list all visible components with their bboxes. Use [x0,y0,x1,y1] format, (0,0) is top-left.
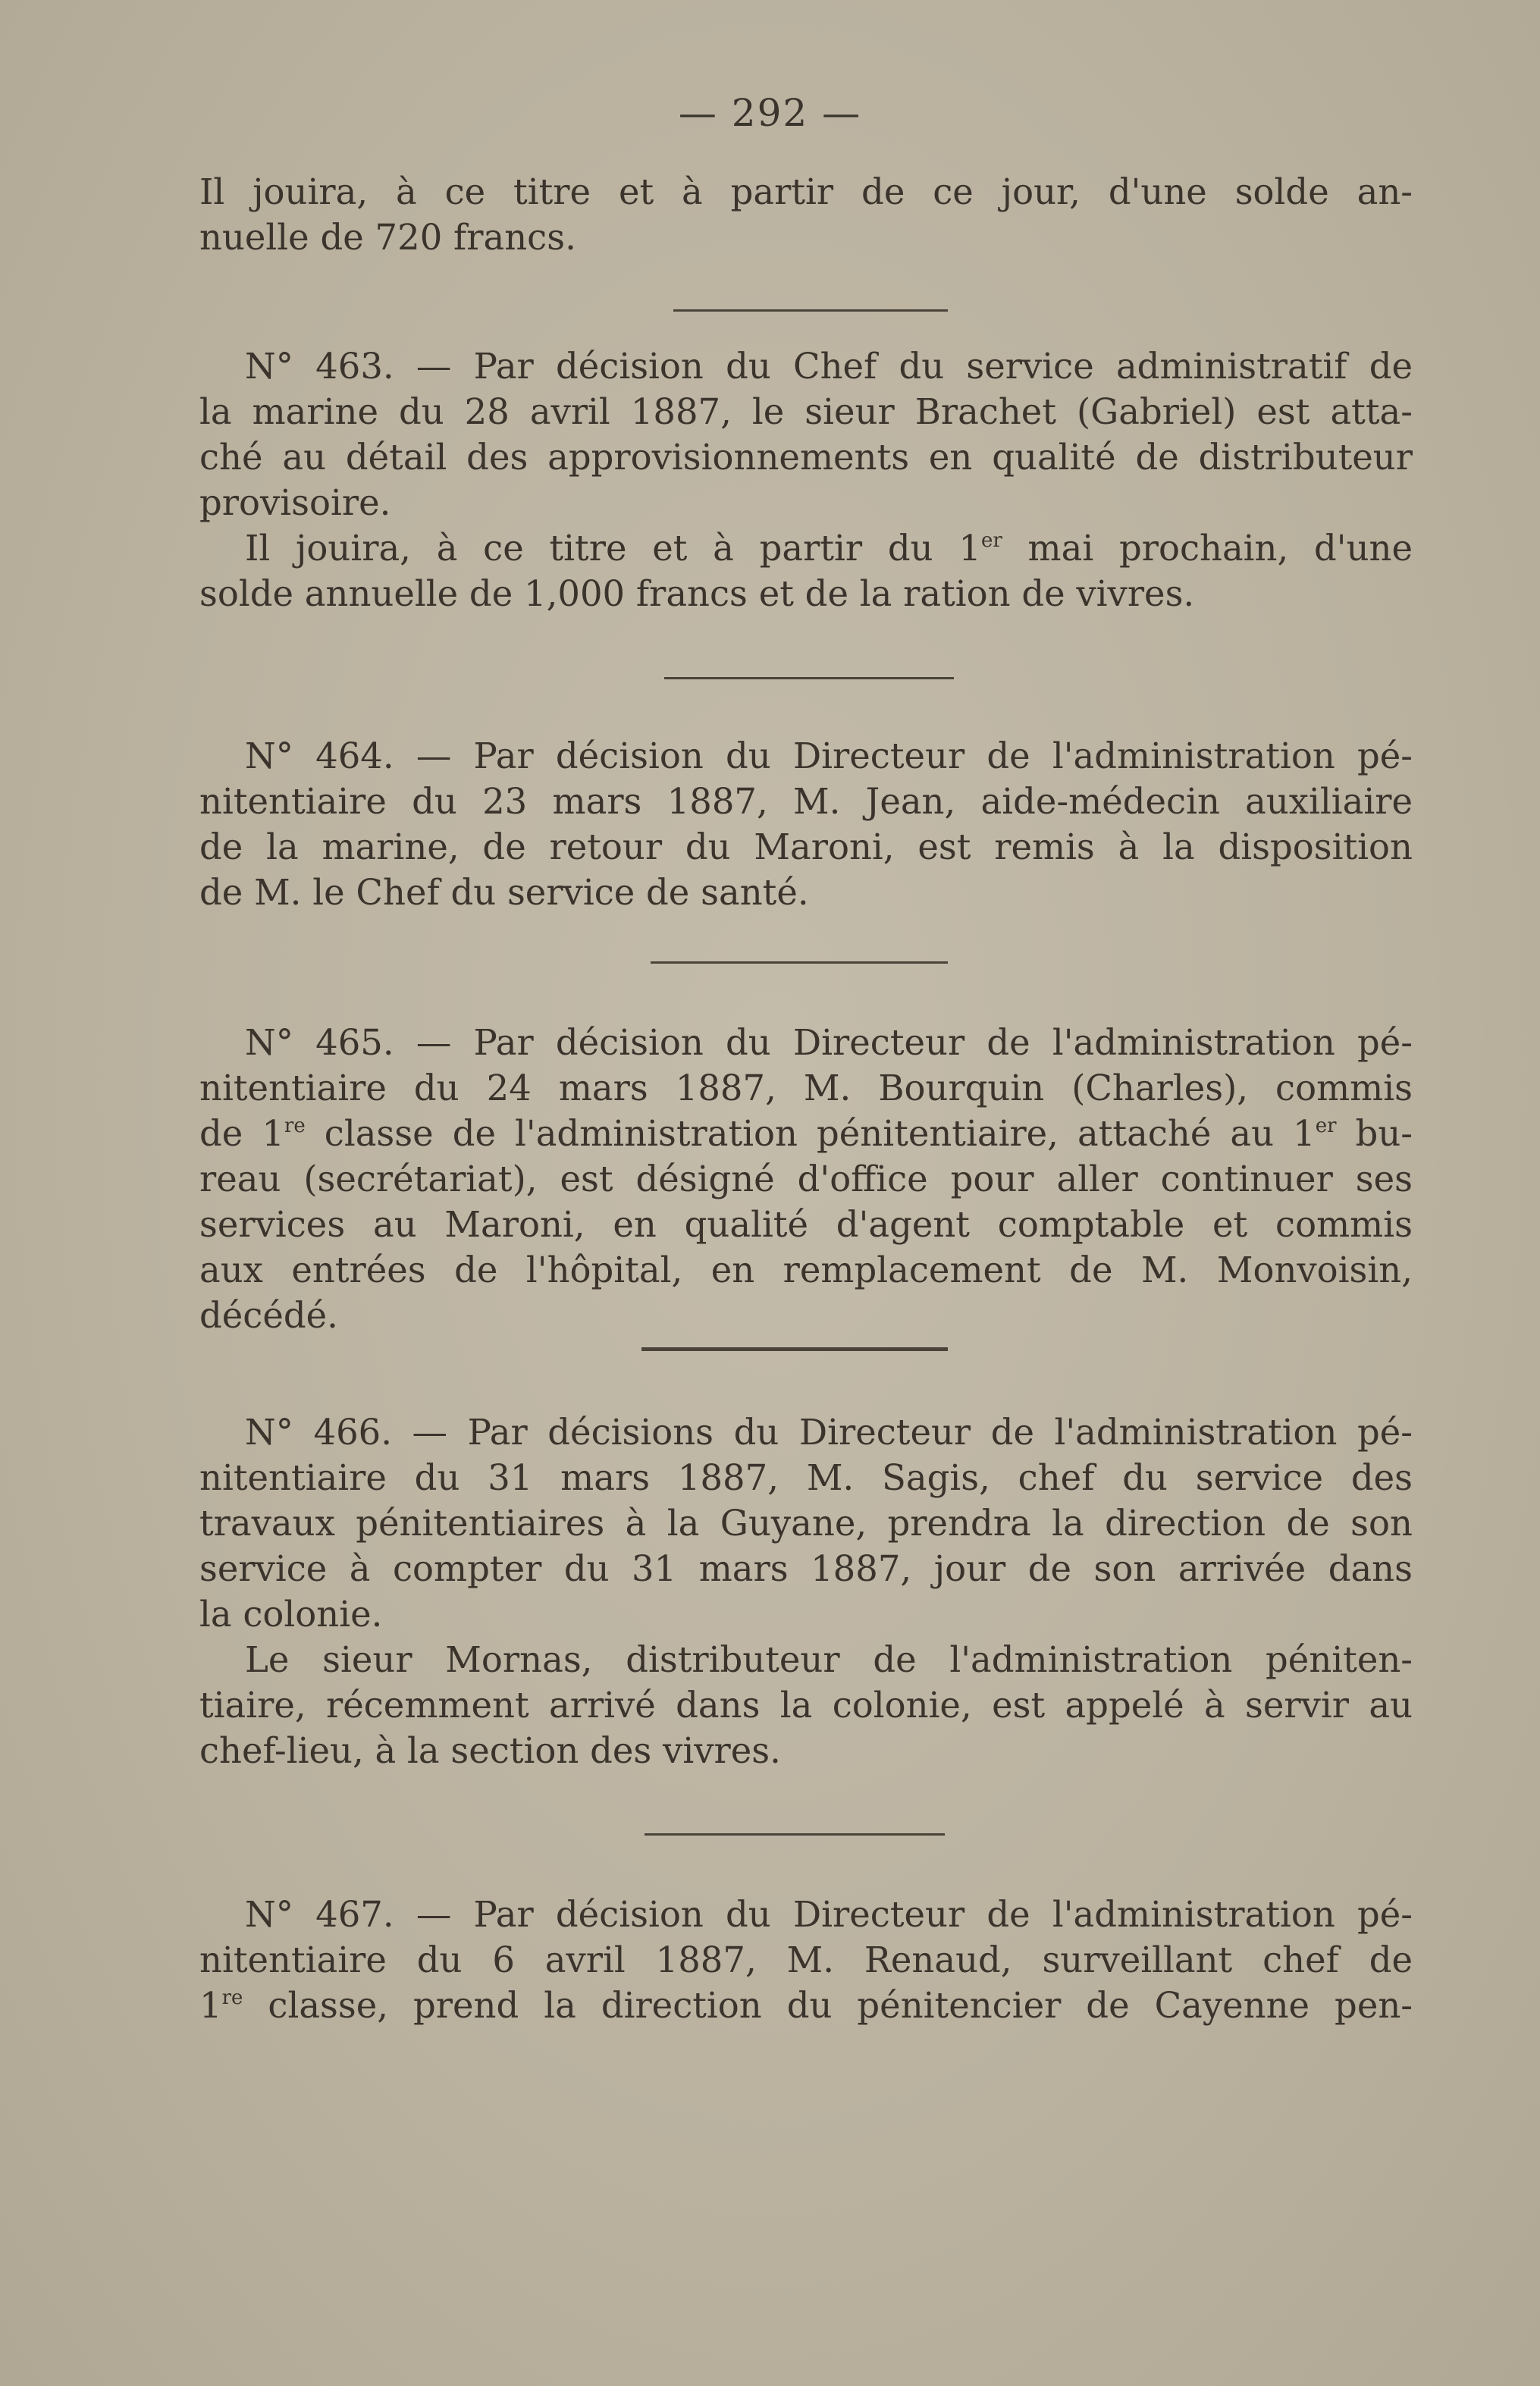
text-line: 1re classe, prend la direction du pénitencier de Cayenne pen- [199,1985,1413,2026]
text-line: de la marine, de retour du Maroni, est remis à la disposition [199,826,1413,867]
section-divider [673,309,948,312]
text-line: Il jouira, à ce titre et à partir du 1er mai prochain, d'une [245,528,1413,569]
text-line: Il jouira, à ce titre et à partir de ce jour, d'une solde an- [199,171,1413,212]
superscript: er [1315,1115,1337,1137]
superscript: re [221,1986,243,2009]
superscript: er [980,529,1002,552]
text-line: service à compter du 31 mars 1887, jour de son arrivée dans [199,1548,1413,1589]
text-line: décédé. [199,1295,338,1336]
entry-465 [199,1020,1413,1338]
section-divider [651,961,948,964]
entry-heading-line: N° 463. — Par décision du Chef du service administratif de [245,346,1413,387]
entry-heading-line: N° 464. — Par décision du Directeur de l'administration pé- [245,735,1413,776]
text-line: solde annuelle de 1,000 francs et de la ration de vivres. [199,573,1195,614]
text-line: travaux pénitentiaires à la Guyane, prendra la direction de son [199,1503,1413,1544]
text-line: services au Maroni, en qualité d'agent comptable et commis [199,1204,1413,1245]
text-line: nitentiaire du 24 mars 1887, M. Bourquin (Charles), commis [199,1068,1413,1108]
text-line: nitentiaire du 6 avril 1887, M. Renaud, surveillant chef de [199,1939,1413,1980]
superscript: re [284,1115,306,1137]
text-line: provisoire. [199,482,391,523]
entry-464 [199,733,1413,915]
text-line: la colonie. [199,1594,383,1635]
entry-466 [199,1409,1413,1773]
text-line: aux entrées de l'hôpital, en remplacement de M. Monvoisin, [199,1249,1413,1290]
text-line: nitentiaire du 23 mars 1887, M. Jean, aide-médecin auxiliaire [199,781,1413,822]
text-line: de 1re classe de l'administration pénitentiaire, attaché au 1er bu- [199,1113,1413,1154]
section-divider [664,677,954,679]
text-line: nuelle de 720 francs. [199,217,576,258]
text-line: la marine du 28 avril 1887, le sieur Brachet (Gabriel) est atta- [199,391,1413,432]
entry-467 [199,1892,1413,2028]
section-divider [641,1347,948,1351]
entry-heading-line: N° 466. — Par décisions du Directeur de l'administration pé- [245,1412,1413,1453]
text-line: chef-lieu, à la section des vivres. [199,1730,781,1771]
text-line: ché au détail des approvisionnements en qualité de distributeur [199,437,1413,478]
entry-heading-line: N° 467. — Par décision du Directeur de l'administration pé- [245,1894,1413,1935]
text-line: reau (secrétariat), est désigné d'office pour aller continuer ses [199,1159,1413,1199]
entry-heading-line: N° 465. — Par décision du Directeur de l'administration pé- [245,1022,1413,1063]
text-line: de M. le Chef du service de santé. [199,872,809,913]
page-number: — 292 — [678,91,862,135]
section-divider [645,1833,945,1836]
text-line: tiaire, récemment arrivé dans la colonie, est appelé à servir au [199,1685,1413,1726]
text-line: nitentiaire du 31 mars 1887, M. Sagis, chef du service des [199,1457,1413,1498]
entry-463 [199,343,1413,616]
entry-continuation [199,169,1413,260]
text-line: Le sieur Mornas, distributeur de l'administration péniten- [245,1639,1413,1680]
